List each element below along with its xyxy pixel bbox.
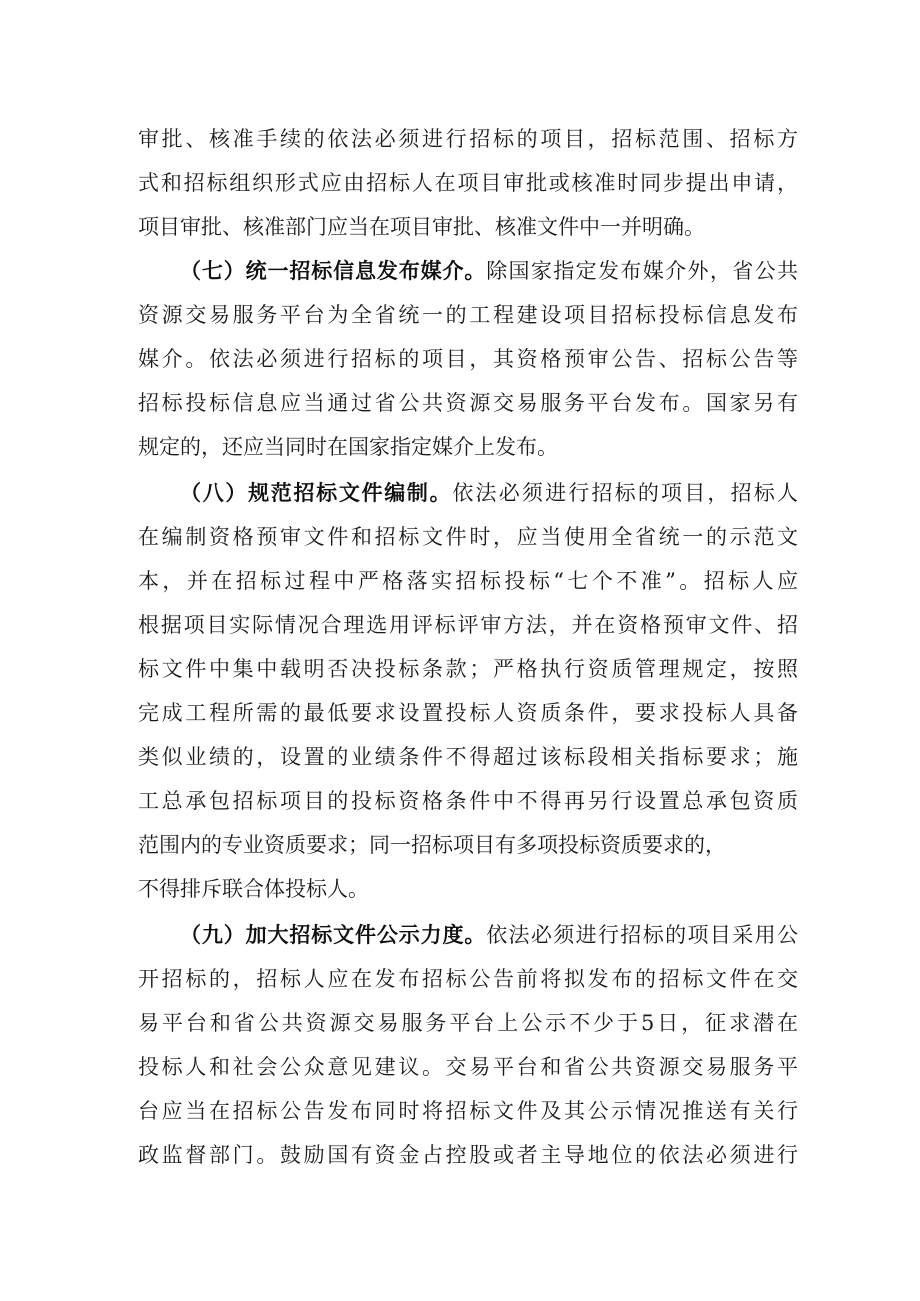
paragraph-line: 式和招标组织形式应由招标人在项目审批或核准时同步提出申请， bbox=[138, 171, 798, 195]
paragraph-line: 规定的，还应当同时在国家指定媒介上发布。 bbox=[138, 435, 558, 459]
paragraph-line: 资源交易服务平台为全省统一的工程建设项目招标投标信息发布 bbox=[138, 303, 798, 327]
section-7-first-line bbox=[180, 249, 798, 293]
paragraph-line: 投标人和社会公众意见建议。交易平台和省公共资源交易服务平 bbox=[138, 1055, 798, 1079]
paragraph-line: 在编制资格预审文件和招标文件时，应当使用全省统一的示范文 bbox=[138, 525, 798, 549]
section-7-first-text: 除国家指定发布媒介外，省公共 bbox=[486, 259, 799, 283]
paragraph-line: 媒介。依法必须进行招标的项目，其资格预审公告、招标公告等 bbox=[138, 347, 798, 371]
paragraph-line: 开招标的，招标人应在发布招标公告前将拟发布的招标文件在交 bbox=[138, 967, 798, 991]
section-8-heading: （八）规范招标文件编制。 bbox=[180, 481, 453, 505]
section-9-heading: （九）加大招标文件公示力度。 bbox=[180, 923, 487, 947]
paragraph-line: 类似业绩的，设置的业绩条件不得超过该标段相关指标要求；施 bbox=[138, 745, 798, 769]
paragraph-line: 台应当在招标公告发布同时将招标文件及其公示情况推送有关行 bbox=[138, 1099, 798, 1123]
paragraph-line: 易平台和省公共资源交易服务平台上公示不少于5日，征求潜在 bbox=[138, 1011, 798, 1035]
paragraph-line: 项目审批、核准部门应当在项目审批、核准文件中一并明确。 bbox=[138, 215, 705, 239]
paragraph-line: 工总承包招标项目的投标资格条件中不得再另行设置总承包资质 bbox=[138, 789, 798, 813]
paragraph-line: 本，并在招标过程中严格落实招标投标“七个不准”。招标人应 bbox=[138, 569, 798, 593]
section-7-heading: （七）统一招标信息发布媒介。 bbox=[180, 259, 487, 283]
section-9-first-text: 依法必须进行招标的项目采用公 bbox=[486, 923, 799, 947]
section-9-first-line bbox=[180, 913, 798, 957]
paragraph-line: 不得排斥联合体投标人。 bbox=[138, 877, 369, 901]
paragraph-line: 范围内的专业资质要求；同一招标项目有多项投标资质要求的， bbox=[138, 833, 726, 857]
section-8-first-text: 依法必须进行招标的项目，招标人 bbox=[452, 481, 799, 505]
paragraph-line: 标文件中集中载明否决投标条款；严格执行资质管理规定，按照 bbox=[138, 657, 798, 681]
paragraph-line: 政监督部门。鼓励国有资金占控股或者主导地位的依法必须进行 bbox=[138, 1143, 798, 1167]
paragraph-line: 根据项目实际情况合理选用评标评审方法，并在资格预审文件、招 bbox=[138, 613, 798, 637]
paragraph-line: 完成工程所需的最低要求设置投标人资质条件，要求投标人具备 bbox=[138, 701, 798, 725]
paragraph-line: 审批、核准手续的依法必须进行招标的项目，招标范围、招标方 bbox=[138, 127, 798, 151]
paragraph-line: 招标投标信息应当通过省公共资源交易服务平台发布。国家另有 bbox=[138, 391, 798, 415]
section-8-first-line bbox=[180, 471, 798, 515]
